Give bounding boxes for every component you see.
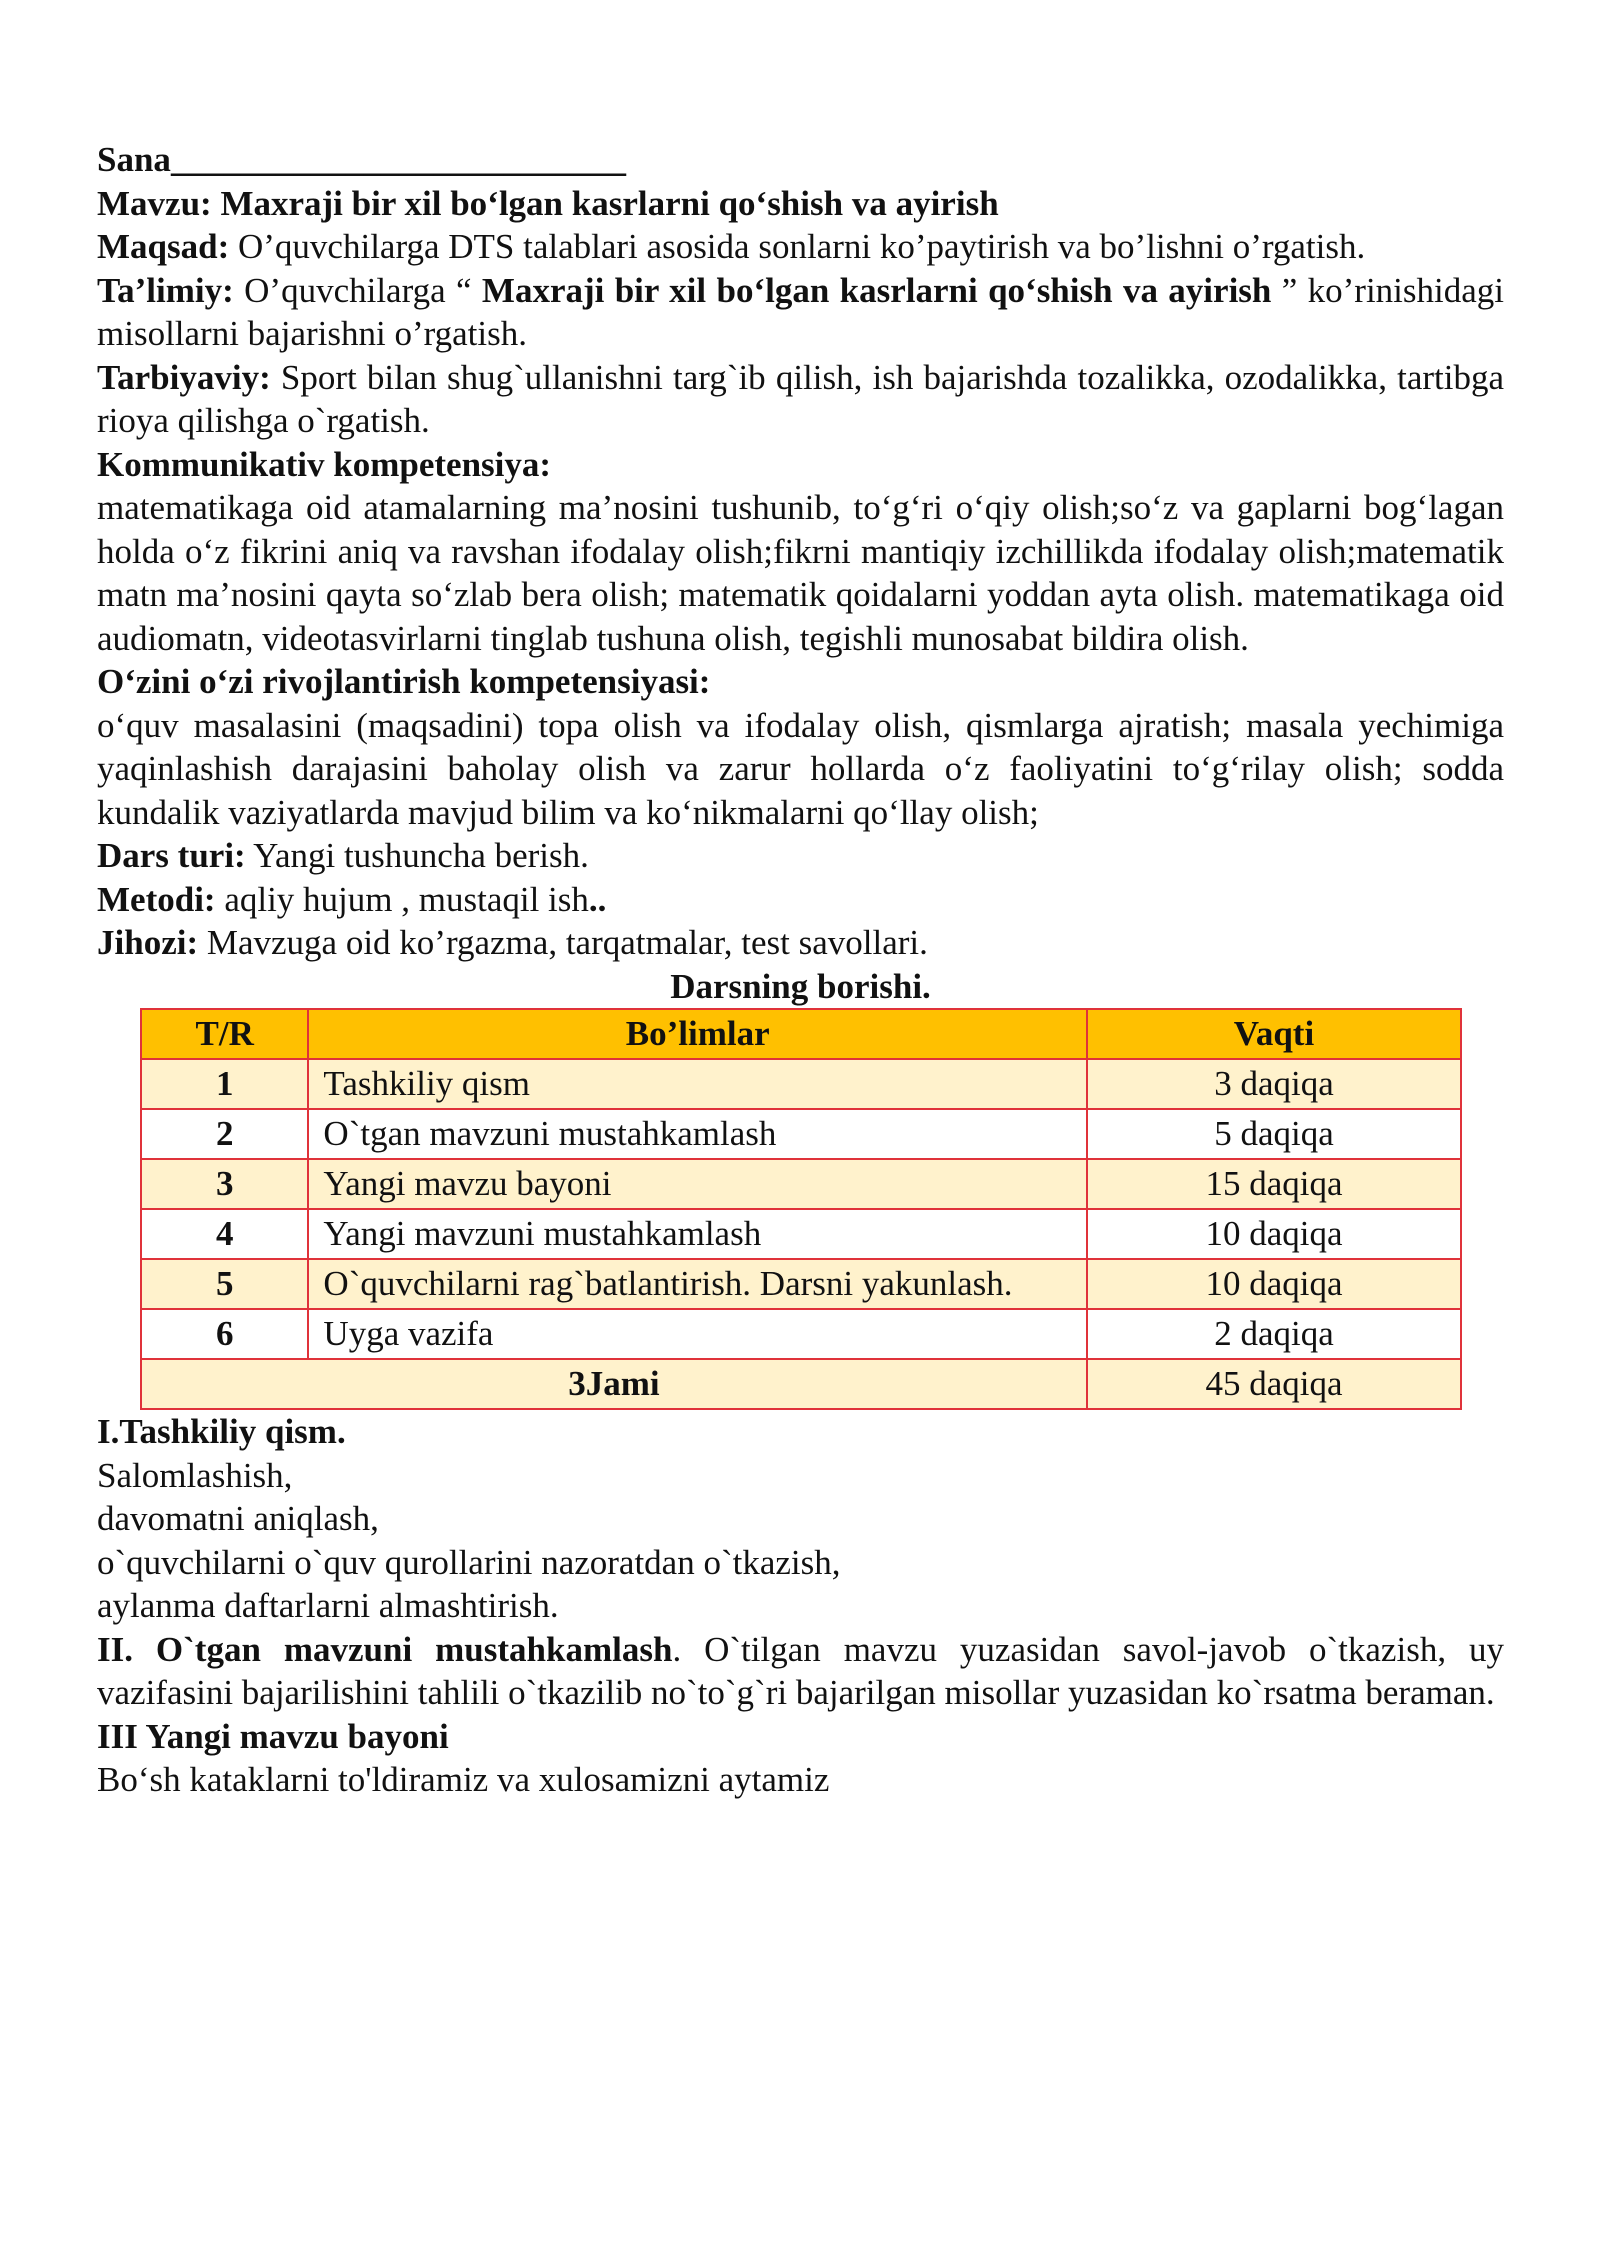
row-section: O`tgan mavzuni mustahkamlash [308,1109,1087,1159]
row-section: Tashkiliy qism [308,1059,1087,1109]
lesson-plan-table [140,1008,1462,1410]
date-label: Sana [97,140,171,179]
table-row [141,1159,1461,1209]
self-text: o‘quv masalasini (maqsadini) topa olish va ifodalay olish, qismlarga ajratish; masala yechimiga yaqinlashish darajasini baholay olish va zarur hollarda o‘z faoliyatini to‘g‘rilay olish; sodda kundalik vaziyatlarda mavjud bilim va ko‘nikmalarni qo‘llay olish; [97,705,1504,832]
row-section: O`quvchilarni rag`batlantirish. Darsni yakunlash. [308,1259,1087,1309]
row-section: Yangi mavzuni mustahkamlash [308,1209,1087,1259]
upbr-line [97,356,1504,443]
method-end: .. [588,879,607,919]
edu-post: ” ko’rinishidagi misollarni bajarishni o’rgatish. [97,270,1504,353]
col-header-tr: T/R [141,1009,308,1059]
equip-line [97,921,1504,965]
row-number: 3 [141,1159,308,1209]
part3-text: Bo‘sh kataklarni to'ldiramiz va xulosamizni aytamiz [97,1760,830,1799]
edu-topic: Maxraji bir xil bo‘lgan kasrlarni qo‘shish va ayirish [481,270,1272,310]
equip-label: Jihozi: [97,923,199,962]
row-time: 5 daqiqa [1087,1109,1461,1159]
topic-line [97,182,1504,226]
row-time: 15 daqiqa [1087,1159,1461,1209]
type-label: Dars turi: [97,836,246,875]
table-row [141,1209,1461,1259]
part2-heading: II. O`tgan mavzuni mustahkamlash [97,1629,673,1669]
comm-label: Kommunikativ kompetensiya: [97,444,552,484]
part1-line: o`quvchilarni o`quv qurollarini nazoratdan o`tkazish, [97,1542,841,1582]
edu-pre: O’quvchilarga “ [244,270,472,310]
comm-text: matematikaga oid atamalarning ma’nosini tushunib, to‘g‘ri o‘qiy olish;so‘z va gaplarni bog‘lagan holda o‘z fikrini aniq va ravshan ifodalay olish;fikrni mantiqiy izchillikda ifodalay olish;matematik matn ma’nosini qayta so‘zlab bera olish; matematik qoidalarni yoddan ayta olish. matematikaga oid audiomatn, videotasvirlarni tinglab tushuna olish, tegishli munosabat bildira olish. [97,488,1504,658]
table-row [141,1059,1461,1109]
edu-label: Ta’limiy: [97,270,234,310]
part3-heading: III Yangi mavzu bayoni [97,1716,449,1756]
row-number: 2 [141,1109,308,1159]
row-number: 4 [141,1209,308,1259]
part1-line: davomatni aniqlash, [97,1499,379,1538]
row-section: Yangi mavzu bayoni [308,1159,1087,1209]
col-header-sections: Bo’limlar [308,1009,1087,1059]
goal-label: Maqsad: [97,227,230,266]
method-text: aqliy hujum , mustaqil ish [224,879,589,919]
upbr-text: Sport bilan shug`ullanishni targ`ib qilish, ish bajarishda tozalikka, ozodalikka, tartibga rioya qilishga o`rgatish. [97,357,1504,440]
row-number: 5 [141,1259,308,1309]
self-label: O‘zini o‘zi rivojlantirish kompetensiyasi: [97,662,711,701]
type-line [97,834,1504,878]
row-number: 6 [141,1309,308,1359]
table-row [141,1259,1461,1309]
date-line [97,138,1504,182]
table-row [141,1109,1461,1159]
comm-heading [97,443,1504,487]
col-header-time: Vaqti [1087,1009,1461,1059]
type-text: Yangi tushuncha berish. [253,836,589,875]
row-time: 10 daqiqa [1087,1259,1461,1309]
edu-line [97,269,1504,356]
equip-text: Mavzuga oid ko’rgazma, tarqatmalar, test savollari. [206,923,928,962]
row-time: 3 daqiqa [1087,1059,1461,1109]
total-label: 3Jami [141,1359,1087,1409]
goal-text: O’quvchilarga DTS talablari asosida sonlarni ko’paytirish va bo’lishni o’rgatish. [238,227,1366,266]
part1-line: aylanma daftarlarni almashtirish. [97,1586,559,1625]
part1-line: Salomlashish, [97,1455,293,1495]
part2-paragraph [97,1628,1504,1715]
part2-text: . O`tilgan mavzu yuzasidan savol-javob o`tkazish, uy vazifasini bajarilishini tahlili o`tkazilib no`to`g`ri bajarilgan misollar yuzasidan ko`rsatma beraman. [97,1629,1504,1712]
table-total-row [141,1359,1461,1409]
topic-label: Mavzu: [97,183,212,223]
row-number: 1 [141,1059,308,1109]
row-time: 10 daqiqa [1087,1209,1461,1259]
date-blank: __________________________ [170,140,626,179]
self-heading [97,660,1504,704]
total-time: 45 daqiqa [1087,1359,1461,1409]
row-section: Uyga vazifa [308,1309,1087,1359]
row-time: 2 daqiqa [1087,1309,1461,1359]
goal-line [97,225,1504,269]
upbr-label: Tarbiyaviy: [97,357,271,397]
table-header-row [141,1009,1461,1059]
part1-heading: I.Tashkiliy qism. [97,1412,346,1451]
plan-title: Darsning borishi. [670,966,931,1006]
method-line [97,878,1504,922]
topic-text: Maxraji bir xil bo‘lgan kasrlarni qo‘shish va ayirish [220,183,999,223]
table-row [141,1309,1461,1359]
method-label: Metodi: [97,879,216,919]
